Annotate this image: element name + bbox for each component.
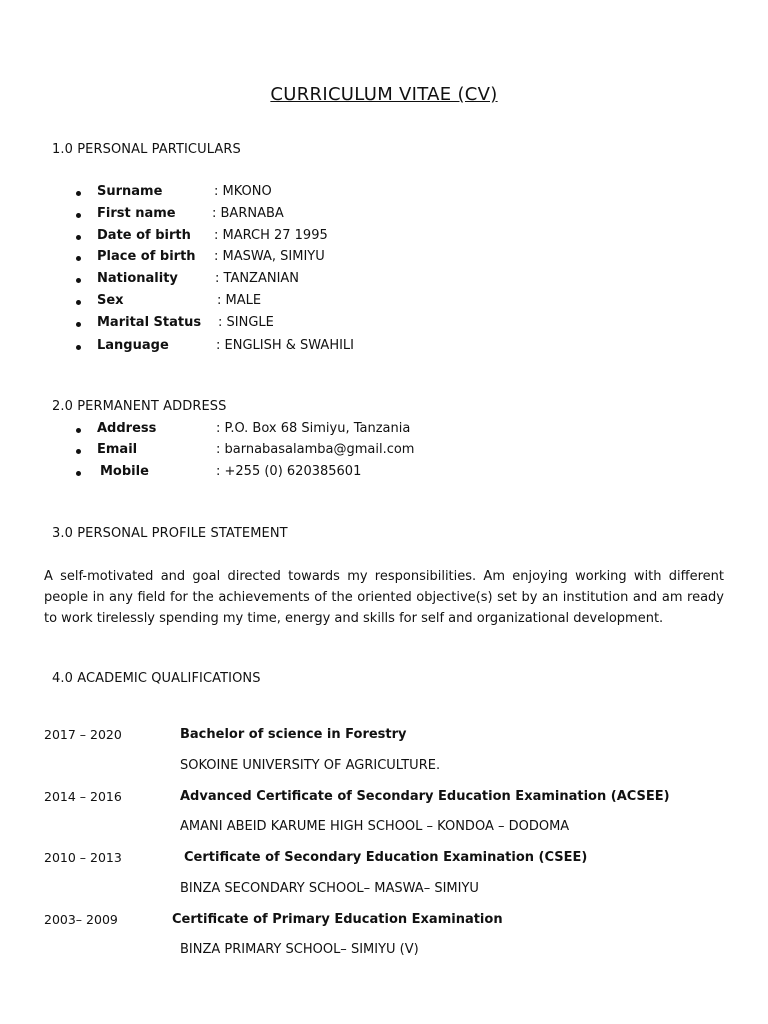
- field-label: First name: [97, 206, 176, 221]
- qualification-title: Certificate of Primary Education Examination: [172, 912, 503, 927]
- bullet-icon: [76, 278, 81, 283]
- document-title: CURRICULUM VITAE (CV): [270, 84, 498, 105]
- bullet-icon: [76, 191, 81, 196]
- section-heading-profile: 3.0 PERSONAL PROFILE STATEMENT: [52, 526, 288, 541]
- field-value: : MASWA, SIMIYU: [214, 249, 325, 264]
- field-value: : barnabasalamba@gmail.com: [216, 442, 415, 457]
- qualification-years: 2014 – 2016: [44, 789, 122, 804]
- qualification-school: BINZA SECONDARY SCHOOL– MASWA– SIMIYU: [180, 881, 479, 896]
- qualification-title: Advanced Certificate of Secondary Education Examination (ACSEE): [180, 789, 670, 804]
- bullet-icon: [76, 256, 81, 261]
- field-label: Address: [97, 421, 157, 436]
- field-label: Marital Status: [97, 315, 202, 330]
- section-heading-academic: 4.0 ACADEMIC QUALIFICATIONS: [52, 671, 261, 686]
- field-label: Surname: [97, 184, 163, 199]
- field-value: : MARCH 27 1995: [214, 228, 328, 243]
- field-label: Mobile: [100, 464, 149, 479]
- bullet-icon: [76, 322, 81, 327]
- qualification-years: 2003– 2009: [44, 912, 118, 927]
- profile-statement: A self-motivated and goal directed towards my responsibilities. Am enjoying working with different people in any field for the achievements of the oriented objective(s) set by an institution and am ready to work tirelessly spending my time, energy and skills for self and organizational development.: [44, 569, 724, 626]
- field-label: Sex: [97, 293, 124, 308]
- qualification-years: 2010 – 2013: [44, 850, 122, 865]
- field-label: Nationality: [97, 271, 178, 286]
- section-heading-personal: 1.0 PERSONAL PARTICULARS: [52, 142, 241, 157]
- field-value: : MALE: [217, 293, 262, 308]
- field-label: Date of birth: [97, 228, 191, 243]
- qualification-title: Certificate of Secondary Education Examination (CSEE): [184, 850, 588, 865]
- field-value: : MKONO: [214, 184, 272, 199]
- qualification-school: AMANI ABEID KARUME HIGH SCHOOL – KONDOA – DODOMA: [180, 819, 570, 834]
- bullet-icon: [76, 235, 81, 240]
- field-label: Language: [97, 338, 169, 353]
- field-value: : P.O. Box 68 Simiyu, Tanzania: [216, 421, 411, 436]
- field-value: : TANZANIAN: [215, 271, 300, 286]
- qualification-title: Bachelor of science in Forestry: [180, 727, 407, 742]
- bullet-icon: [76, 345, 81, 350]
- qualification-school: SOKOINE UNIVERSITY OF AGRICULTURE.: [180, 758, 441, 773]
- bullet-icon: [76, 300, 81, 305]
- qualification-school: BINZA PRIMARY SCHOOL– SIMIYU (V): [180, 942, 419, 957]
- bullet-icon: [76, 471, 81, 476]
- bullet-icon: [76, 213, 81, 218]
- bullet-icon: [76, 449, 81, 454]
- qualification-years: 2017 – 2020: [44, 727, 122, 742]
- field-label: Email: [97, 442, 138, 457]
- field-value: : BARNABA: [212, 206, 284, 221]
- field-label: Place of birth: [97, 249, 196, 264]
- field-value: : SINGLE: [218, 315, 274, 330]
- section-heading-address: 2.0 PERMANENT ADDRESS: [52, 399, 227, 414]
- bullet-icon: [76, 428, 81, 433]
- field-value: : +255 (0) 620385601: [216, 464, 362, 479]
- field-value: : ENGLISH & SWAHILI: [216, 338, 355, 353]
